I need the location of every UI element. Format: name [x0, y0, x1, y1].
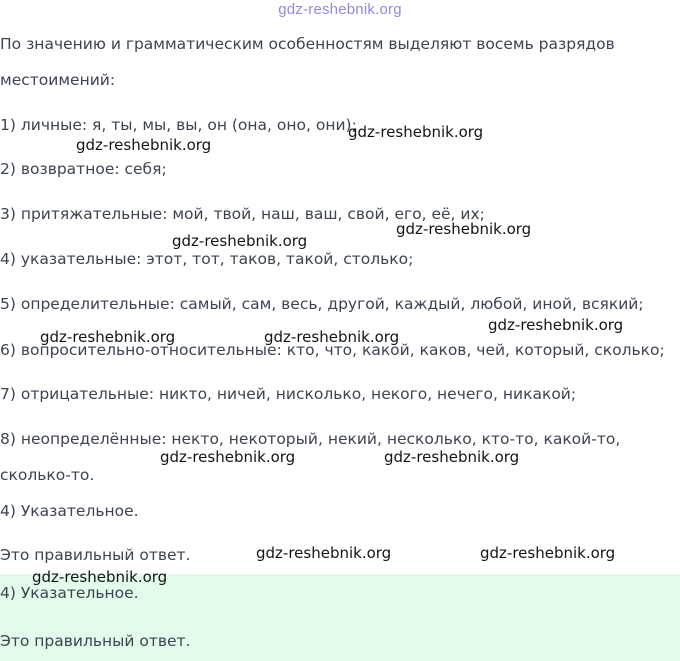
category-determinative: 5) определительные: самый, сам, весь, другой, каждый, любой, иной, всякий; — [0, 295, 644, 313]
watermark: gdz-reshebnik.org — [396, 220, 532, 238]
category-personal: 1) личные: я, ты, мы, вы, он (она, оно, они); — [0, 116, 357, 134]
highlight-answer-text: 4) Указательное. — [0, 584, 139, 602]
watermark: gdz-reshebnik.org — [480, 544, 616, 562]
category-reflexive: 2) возвратное: себя; — [0, 160, 167, 178]
watermark: gdz-reshebnik.org — [172, 232, 308, 250]
site-link[interactable]: gdz-reshebnik.org — [278, 1, 402, 18]
watermark: gdz-reshebnik.org — [488, 316, 624, 334]
category-indefinite: 8) неопределённые: некто, некоторый, некий, несколько, кто-то, какой-то, — [0, 430, 621, 448]
category-demonstrative: 4) указательные: этот, тот, таков, такой, столько; — [0, 250, 414, 268]
watermark: gdz-reshebnik.org — [40, 328, 176, 346]
category-indefinite-cont: сколько-то. — [0, 466, 95, 484]
watermark: gdz-reshebnik.org — [256, 544, 392, 562]
category-possessive: 3) притяжательные: мой, твой, наш, ваш, свой, его, её, их; — [0, 205, 485, 223]
watermark: gdz-reshebnik.org — [160, 448, 296, 466]
category-negative: 7) отрицательные: никто, ничей, нисколько, некого, нечего, никакой; — [0, 385, 577, 403]
watermark: gdz-reshebnik.org — [348, 123, 484, 141]
watermark: gdz-reshebnik.org — [384, 448, 520, 466]
verdict-text: Это правильный ответ. — [0, 546, 191, 564]
intro-line-1: По значению и грамматическим особенностям выделяют восемь разрядов — [0, 35, 615, 53]
answer-text: 4) Указательное. — [0, 502, 139, 520]
watermark: gdz-reshebnik.org — [32, 568, 168, 586]
category-interrogative-relative: 6) вопросительно-относительные: кто, что, какой, каков, чей, который, сколько; — [0, 341, 665, 359]
highlight-verdict-text: Это правильный ответ. — [0, 632, 191, 650]
watermark: gdz-reshebnik.org — [76, 136, 212, 154]
intro-line-2: местоимений: — [0, 71, 116, 89]
watermark: gdz-reshebnik.org — [264, 328, 400, 346]
